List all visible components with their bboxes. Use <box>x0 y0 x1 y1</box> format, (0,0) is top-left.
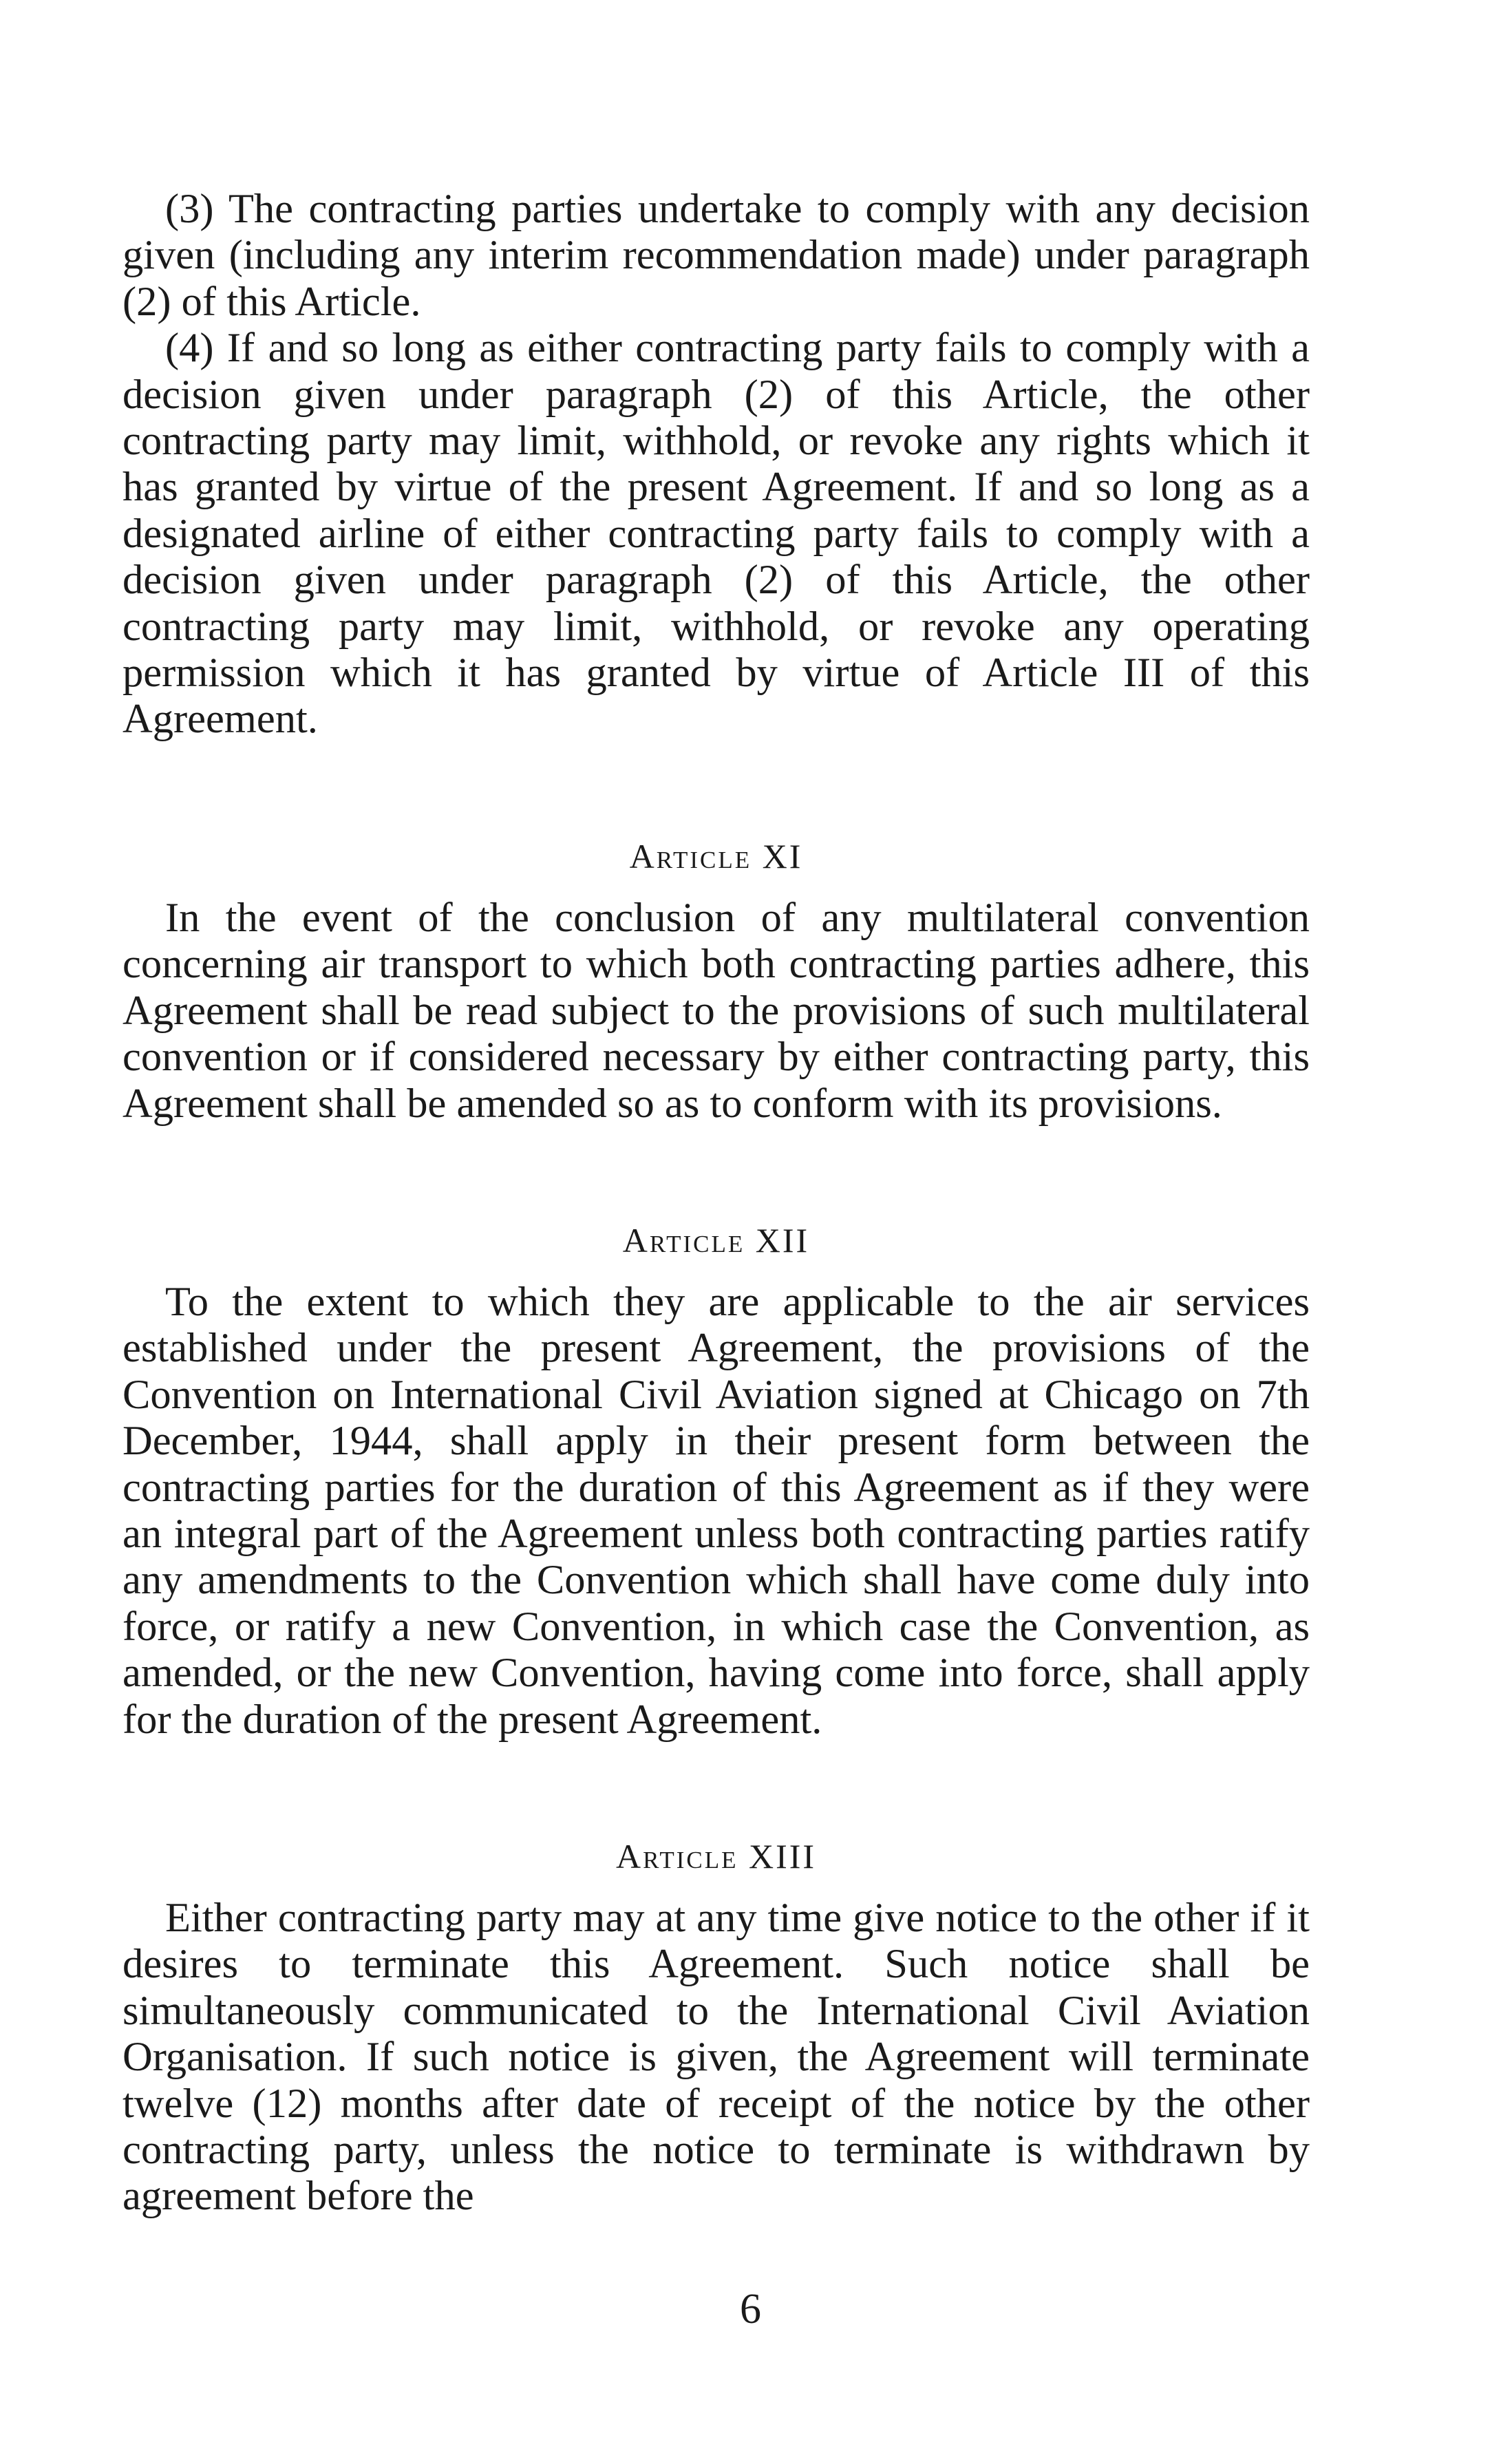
article-xii-text: To the extent to which they are applicable to the air services established under the present Agreement, the provisions of the Convention on International Civil Aviation signed at Chicago on 7th December, 1944, shall apply in their present form between the contracting parties for the duration of this Agreement as if they were an integral part of the Agreement unless both contracting parties ratify any amendments to the Convention which shall have come duly into force, or ratify a new Convention, in which case the Convention, as amended, or the new Convention, having come into force, shall apply for the duration of the present Agreement. <box>123 1278 1310 1743</box>
article-xiii-heading: Article XIII <box>615 1836 817 1876</box>
page-number: 6 <box>740 2286 761 2333</box>
article-xi-heading: Article XI <box>629 836 803 875</box>
article-x-paragraph-4: (4) If and so long as either contracting party fails to comply with a decision given under paragraph (2) of this Article, the other contracting party may limit, withhold, or revoke any rights which it has granted by virtue of the present Agreement. If and so long as a designated airline of either contracting party fails to comply with a decision given under paragraph (2) of this Article, the other contracting party may limit, withhold, or revoke any operating permission which it has granted by virtue of Article III of this Agreement. <box>123 325 1310 743</box>
article-xiii-text: Either contracting party may at any time give notice to the other if it desires to terminate this Agreement. Such notice shall be simultaneously communicated to the International Civil Aviation Organisation. If such notice is given, the Agreement will terminate twelve (12) months after date of receipt of the notice by the other contracting party, unless the notice to terminate is withdrawn by agreement before the <box>123 1894 1310 2220</box>
article-x-paragraph-3: (3) The contracting parties undertake to comply with any decision given (including any interim recommendation made) under paragraph (2) of this Article. <box>123 186 1310 325</box>
document-page <box>123 186 1310 2220</box>
article-xii-heading: Article XII <box>622 1220 810 1260</box>
article-xi-text: In the event of the conclusion of any multilateral convention concerning air transport to which both contracting parties adhere, this Agreement shall be read subject to the provisions of such multilateral convention or if considered necessary by either contracting party, this Agreement shall be amended so as to conform with its provisions. <box>123 894 1310 1127</box>
